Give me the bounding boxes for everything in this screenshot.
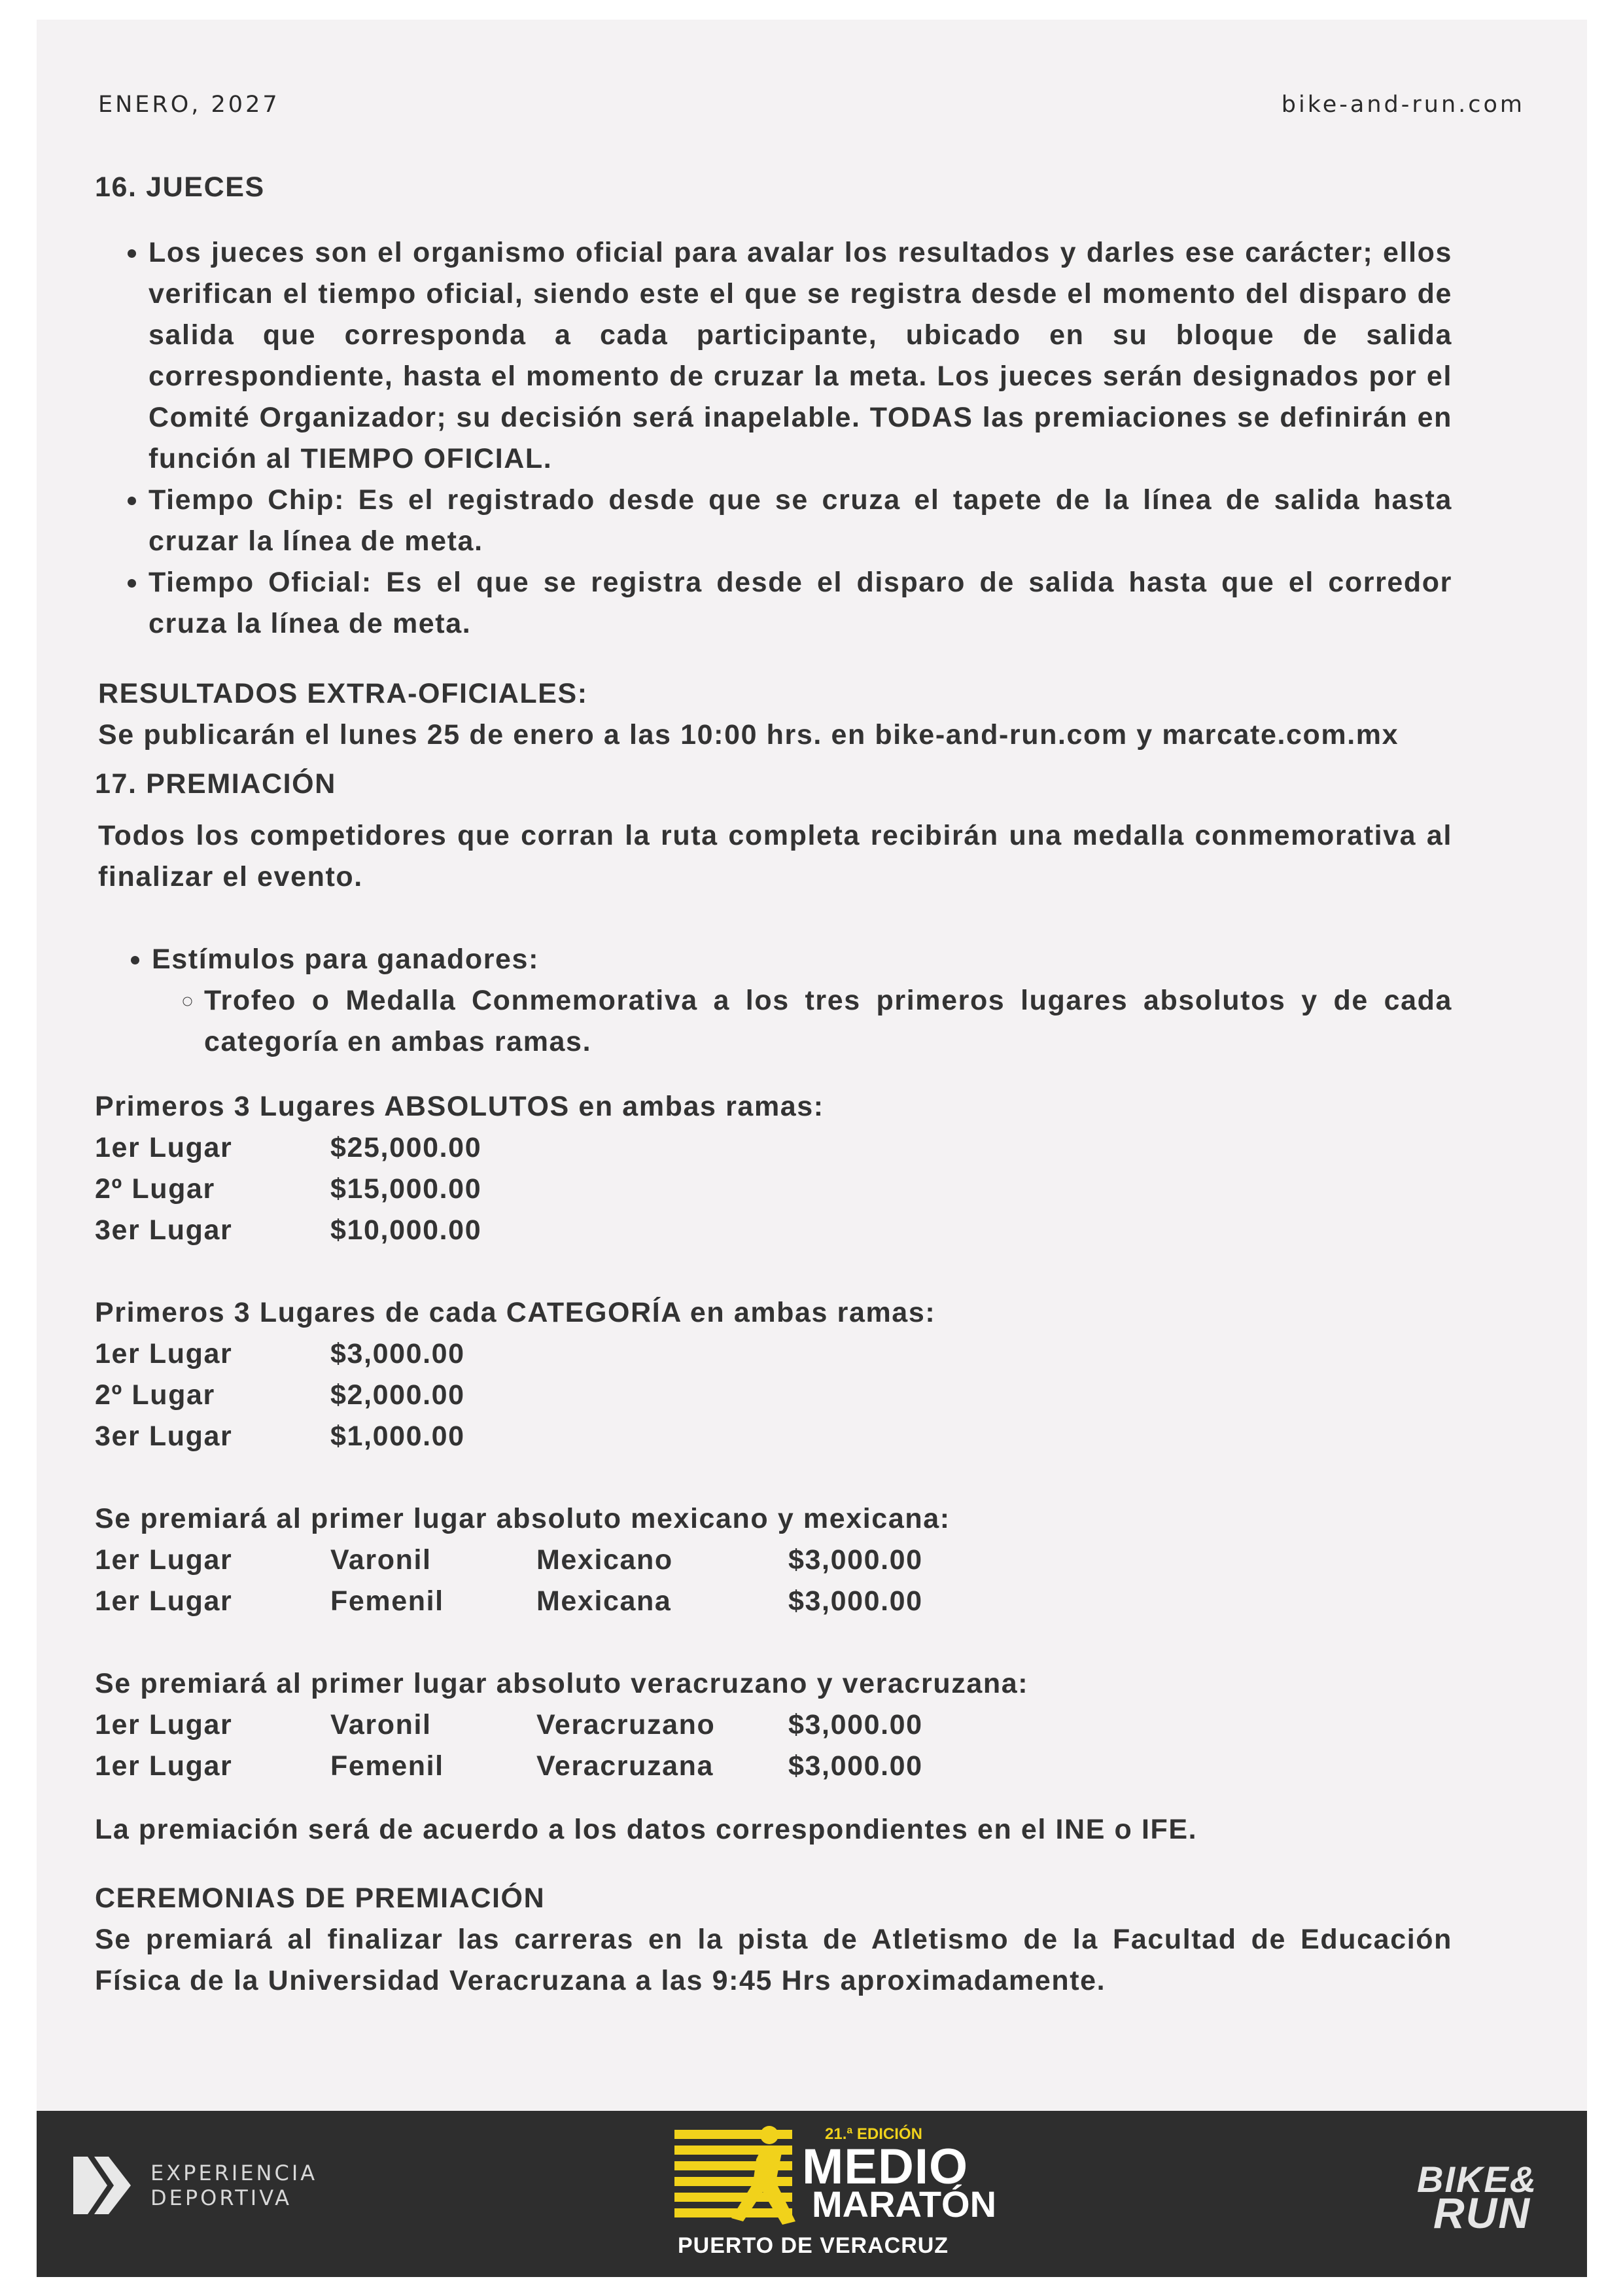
list-item: ◦ Trofeo o Medalla Conmemorativa a los tres primeros lugares absolutos y de cada categoría en ambas ramas. bbox=[204, 980, 1452, 1063]
section-16-title: 16. JUECES bbox=[95, 171, 265, 203]
stimulus-label: Estímulos para ganadores: bbox=[152, 944, 539, 975]
exp-line-2: DEPORTIVA bbox=[150, 2185, 292, 2210]
medio-maraton-logo bbox=[671, 2120, 1011, 2267]
runner-icon bbox=[671, 2123, 802, 2234]
section-17-title: 17. PREMIACIÓN bbox=[95, 768, 336, 800]
header-date: ENERO, 2027 bbox=[98, 92, 280, 118]
list-item: • Los jueces son el organismo oficial para avalar los resultados y darles ese carácter; ellos verifican el tiempo oficial, siendo este el que se registra desde el momento del disparo de salida que corresponda a cada participante, ubicado en su bloque de salida correspondiente, hasta el momento de cruzar la meta. Los jueces serán designados por el Comité Organizador; su decisión será inapelable. TODAS las premiaciones se definirán en función al TIEMPO OFICIAL. bbox=[148, 232, 1452, 480]
category-prizes-title: Primeros 3 Lugares de cada CATEGORÍA en ambas ramas: bbox=[95, 1297, 936, 1328]
absolute-prizes bbox=[95, 1086, 1452, 1251]
table-row: 1er Lugar Femenil Veracruzana $3,000.00 bbox=[95, 1750, 923, 1782]
bike-text: BIKE& bbox=[1417, 2159, 1538, 2200]
footer-bar bbox=[37, 2111, 1587, 2277]
stimulus-sublist bbox=[152, 980, 1452, 1063]
table-row: 1er Lugar Femenil Mexicana $3,000.00 bbox=[95, 1585, 923, 1617]
extra-results-title: RESULTADOS EXTRA-OFICIALES: bbox=[98, 678, 588, 709]
maraton-text: MARATÓN bbox=[812, 2183, 997, 2225]
table-row: 3er Lugar $10,000.00 bbox=[95, 1214, 482, 1246]
table-row: 1er Lugar Varonil Mexicano $3,000.00 bbox=[95, 1544, 923, 1576]
list-item: • Tiempo Chip: Es el registrado desde que se cruza el tapete de la línea de salida hasta cruzar la línea de meta. bbox=[148, 480, 1452, 562]
absolute-prizes-title: Primeros 3 Lugares ABSOLUTOS en ambas ramas: bbox=[95, 1091, 824, 1122]
chevrons-icon bbox=[69, 2154, 135, 2217]
page-content bbox=[95, 167, 1452, 2002]
list-item: • Tiempo Oficial: Es el que se registra desde el disparo de salida hasta que el corredor cruza la línea de meta. bbox=[148, 562, 1452, 645]
table-row: 1er Lugar Varonil Veracruzano $3,000.00 bbox=[95, 1709, 923, 1740]
extra-results-text: Se publicarán el lunes 25 de enero a las 10:00 hrs. en bike-and-run.com y marcate.com.mx bbox=[98, 719, 1399, 751]
mexican-prizes-title: Se premiará al primer lugar absoluto mexicano y mexicana: bbox=[95, 1503, 951, 1534]
table-row: 3er Lugar $1,000.00 bbox=[95, 1421, 465, 1452]
puerto-text: PUERTO DE VERACRUZ bbox=[678, 2233, 949, 2258]
mexican-prizes bbox=[95, 1498, 1452, 1622]
veracruz-prizes-title: Se premiará al primer lugar absoluto veracruzano y veracruzana: bbox=[95, 1668, 1029, 1699]
medio-text: MEDIO bbox=[802, 2139, 969, 2195]
exp-line-1: EXPERIENCIA bbox=[150, 2161, 318, 2185]
table-row: 1er Lugar $3,000.00 bbox=[95, 1338, 465, 1369]
ine-note: La premiación será de acuerdo a los datos correspondientes en el INE o IFE. bbox=[95, 1814, 1198, 1845]
section-17-intro: Todos los competidores que corran la ruta completa recibirán una medalla conmemorativa al finalizar el evento. bbox=[98, 820, 1452, 892]
experiencia-deportiva-logo bbox=[69, 2154, 317, 2217]
run-text: RUN bbox=[1433, 2189, 1531, 2237]
veracruz-prizes bbox=[95, 1663, 1452, 1787]
table-row: 2º Lugar $2,000.00 bbox=[95, 1379, 465, 1411]
stimulus-list bbox=[98, 939, 1452, 1063]
edition-label: 21.ª EDICIÓN bbox=[825, 2125, 922, 2143]
table-row: 2º Lugar $15,000.00 bbox=[95, 1173, 482, 1205]
ceremonies-text: Se premiará al finalizar las carreras en la pista de Atletismo de la Facultad de Educación Física de la Universidad Veracruzana a las 9:45 Hrs aproximadamente. bbox=[95, 1924, 1452, 1996]
ceremonies-title: CEREMONIAS DE PREMIACIÓN bbox=[95, 1882, 546, 1914]
bike-and-run-logo bbox=[1378, 2158, 1561, 2237]
table-row: 1er Lugar $25,000.00 bbox=[95, 1132, 482, 1163]
category-prizes bbox=[95, 1292, 1452, 1457]
list-item bbox=[152, 939, 1452, 1063]
header-site: bike-and-run.com bbox=[1281, 92, 1525, 118]
judges-list bbox=[95, 232, 1452, 645]
